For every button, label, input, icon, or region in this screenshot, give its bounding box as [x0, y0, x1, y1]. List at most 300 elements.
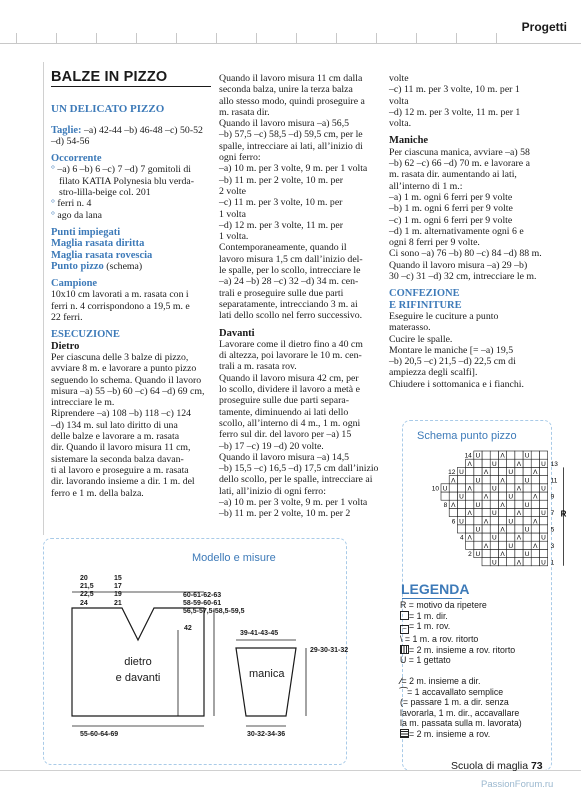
text-line: Eseguire le cuciture a punto	[389, 310, 499, 322]
chart-cell	[498, 508, 506, 516]
chart-symbol: Λ	[516, 559, 522, 567]
chart-cell	[531, 533, 539, 541]
chart-cell	[531, 459, 539, 467]
chart-symbol: Λ	[483, 493, 489, 501]
chart-cell	[531, 484, 539, 492]
text-line: lavoro misura 1,5 cm dall’inizio del-	[219, 253, 363, 265]
chart-cell	[457, 500, 465, 508]
header-tick	[376, 33, 377, 43]
legend-item: = 2 m. insieme a rov.	[400, 729, 550, 740]
chart-cell	[539, 451, 547, 459]
shoulder-dims: 15 17 19 21	[114, 575, 122, 607]
text-line: allo stesso modo, quindi proseguire a	[219, 95, 365, 107]
chart-cell	[507, 508, 515, 516]
chart-row-number: 11	[550, 477, 558, 485]
chart-cell	[515, 525, 523, 533]
text-line: –c) 11 m. per 3 volte, 10 m. per 1	[389, 84, 520, 96]
text-line: –a) 1 m. ogni 6 ferri per 9 volte	[389, 191, 513, 203]
chart-row-number: 2	[468, 551, 472, 559]
chart-row-number: 9	[550, 493, 555, 501]
chart-cell	[507, 476, 515, 484]
chart-cell	[531, 558, 539, 566]
chart-cell	[482, 476, 490, 484]
bottom-width-dim: 55-60-64-69	[80, 731, 119, 738]
chart-symbol: U	[459, 493, 464, 501]
chart-cell	[523, 541, 531, 549]
front-text-continued	[389, 73, 561, 129]
chart-cell	[515, 476, 523, 484]
text-line: Ci sono –a) 76 –b) 80 –c) 84 –d) 88 m.	[389, 248, 542, 260]
chart-cell	[507, 533, 515, 541]
chart-cell	[466, 492, 474, 500]
text-line: Chiudere i sottomanica e i fianchi.	[389, 378, 524, 390]
text-line: intrecciare le m.	[51, 397, 115, 409]
front-title: Davanti	[219, 327, 255, 339]
chart-cell	[515, 492, 523, 500]
chart-cell	[498, 459, 506, 467]
text-line: tamente, diminuendo ai lati dello	[219, 406, 349, 418]
chart-symbol: Λ	[516, 510, 522, 518]
chart-cell	[466, 517, 474, 525]
text-line: –d) 134 m. sul lato diritto di una	[51, 419, 178, 431]
chart-cell	[457, 476, 465, 484]
legend-list	[400, 600, 550, 740]
chart-cell	[498, 541, 506, 549]
text-line: lo scollo, dividere il lavoro a metà e	[219, 384, 360, 396]
chart-symbol: U	[524, 501, 530, 509]
chart-cell	[490, 517, 498, 525]
sizes-line: Taglie: –a) 42-44 –b) 46-48 –c) 50-52	[51, 124, 203, 136]
text-line: –d) 12 m. per 3 volte, 11 m. per	[219, 219, 343, 231]
sleeve-outline	[236, 648, 296, 716]
text-line: seconda balza, unire la terza balza	[219, 84, 353, 96]
chart-symbol: Λ	[533, 469, 538, 477]
chart-cell	[466, 467, 474, 475]
text-line: all’interno di 1 m.:	[389, 180, 463, 192]
sleeve-height-dim: 29-30-31-32	[310, 647, 349, 654]
chart-cell	[498, 558, 506, 566]
total-height-dims: 60-61-62-63 58-59-60-61 56,5-57,5-58,5-59,5	[183, 592, 245, 616]
left-margin-rule	[43, 62, 44, 535]
chart-cell	[531, 500, 539, 508]
text-line: m. rasata dir. aumentando ai lati,	[389, 169, 517, 181]
chart-symbol: Λ	[451, 477, 456, 485]
legend-item: ⁀= 1 accavallato semplice	[400, 686, 504, 697]
chart-cell	[474, 517, 482, 525]
text-line: –d) 1 m. alternativamente ogni 6 e	[389, 225, 524, 237]
chart-cell	[531, 451, 539, 459]
chart-cell	[523, 492, 531, 500]
text-line: –b) 57,5 –c) 58,5 –d) 59,5 cm, per le	[219, 129, 363, 141]
chart-row-number: 4	[459, 534, 464, 542]
chart-cell	[449, 484, 457, 492]
chart-cell	[482, 484, 490, 492]
chart-symbol: Λ	[500, 452, 505, 460]
chart-cell	[515, 451, 523, 459]
chart-cell	[498, 467, 506, 475]
ssk-symbol-icon: ⁀	[400, 686, 408, 697]
header-tick	[216, 33, 217, 43]
chart-cell	[515, 500, 523, 508]
chart-symbol: U	[442, 485, 448, 493]
chart-symbol: U	[508, 469, 514, 477]
legend-underline	[402, 598, 462, 599]
header-tick	[96, 33, 97, 43]
side-dim: 42	[184, 625, 192, 632]
header-tick	[416, 33, 417, 43]
gauge-text: 10x10 cm lavorati a m. rasata con i	[51, 289, 189, 301]
chart-symbol: Λ	[467, 485, 472, 493]
text-line: misura –a) 55 –b) 60 –c) 64 –d) 69 cm,	[51, 385, 205, 397]
gauge-title: Campione	[51, 278, 98, 290]
chart-cell	[474, 492, 482, 500]
chart-cell	[507, 484, 515, 492]
chart-cell	[457, 508, 465, 516]
legend-item: \ = 1 m. a rov. ritorto	[400, 634, 479, 645]
legend-item: – = 1 m. rov.	[400, 621, 550, 634]
purl2tog-tbl-symbol-icon	[400, 645, 409, 654]
header-tick	[136, 33, 137, 43]
text-line: separatamente, intrecciando 3 m. ai	[219, 298, 358, 310]
chart-row-number: 6	[451, 518, 456, 526]
text-line: delle balze e lavorare a m. rasata	[51, 431, 180, 443]
legend-item: (= passare 1 m. a dir. senza	[400, 697, 509, 708]
chart-cell	[539, 525, 547, 533]
sizes-line-2: –d) 54-56	[51, 135, 90, 147]
text-line: Per ciascuna delle 3 balze di pizzo,	[51, 351, 189, 363]
chart-cell	[531, 508, 539, 516]
chart-cell	[539, 500, 547, 508]
neck-dims: 20 21,5 22,5 24	[80, 575, 94, 607]
chart-cell	[515, 517, 523, 525]
chart-cell	[474, 484, 482, 492]
chart-symbol: Λ	[516, 534, 522, 542]
stitch-item: Punto pizzo (schema)	[51, 260, 143, 272]
chart-symbol: Λ	[533, 518, 538, 526]
chart-symbol: Λ	[467, 460, 472, 468]
text-line: Contemporaneamente, quando il	[219, 242, 347, 254]
text-line: volta.	[389, 118, 412, 130]
back-title: Dietro	[51, 340, 80, 352]
chart-cell	[457, 525, 465, 533]
chart-cell	[466, 476, 474, 484]
chart-cell	[539, 517, 547, 525]
chart-symbol: U	[541, 510, 546, 518]
chart-cell	[490, 549, 498, 557]
footer-magazine: Scuola di maglia 73	[451, 760, 543, 772]
purl-symbol-icon: –	[400, 625, 409, 634]
text-line: Quando il lavoro misura –a) 14,5	[219, 451, 350, 463]
chart-row-number: 12	[448, 469, 456, 477]
chart-cell	[507, 500, 515, 508]
chart-symbol: U	[475, 477, 481, 485]
chart-cell	[474, 459, 482, 467]
chart-symbol: Λ	[451, 501, 456, 509]
chart-cell	[539, 541, 547, 549]
text-line: Quando il lavoro misura 42 cm, per	[219, 372, 359, 384]
chart-symbol: Λ	[500, 477, 505, 485]
page-header	[0, 0, 581, 62]
chart-cell	[482, 525, 490, 533]
text-line: –b) 15,5 –c) 16,5 –d) 17,5 cm dall’inizio	[219, 463, 379, 475]
article-subtitle: UN DELICATO PIZZO	[51, 103, 165, 116]
chart-symbol: U	[541, 534, 546, 542]
text-line: volte	[389, 73, 409, 84]
execution-title: ESECUZIONE	[51, 329, 120, 341]
gauge-text: ferri n. 4 corrispondono a 19,5 m. e	[51, 300, 190, 312]
text-line: –b) 11 m. per 2 volte, 10 m. per 2	[219, 508, 351, 520]
k2tog-symbol-icon: ⁄	[400, 675, 402, 686]
text-line: scollo, all’interno di 4 m., 1 m. ogni	[219, 417, 361, 429]
chart-symbol: U	[524, 526, 530, 534]
header-tick	[16, 33, 17, 43]
chart-cell	[482, 459, 490, 467]
materials-item: ° ago da lana	[51, 209, 102, 221]
chart-row-number: 14	[464, 452, 472, 460]
chart-symbol: U	[459, 469, 464, 477]
legend-item: = 2 m. insieme a rov. ritorto	[400, 645, 550, 656]
chart-symbol: U	[508, 493, 514, 501]
chart-cell	[457, 484, 465, 492]
chart-cell	[523, 558, 531, 566]
text-line: trali e proseguire sulle due parti	[219, 287, 344, 299]
chart-cell	[441, 492, 449, 500]
text-line: le spalle, per lo scollo, intrecciare le	[219, 265, 361, 277]
chart-cell	[523, 508, 531, 516]
sleeves-text	[389, 147, 561, 283]
sleeve-top-dim: 39-41-43-45	[240, 630, 279, 637]
chart-row-number: 1	[550, 559, 555, 567]
text-line: ti al lavoro e proseguire a m. rasata	[51, 464, 189, 476]
header-tick	[56, 33, 57, 43]
chart-symbol: U	[524, 477, 530, 485]
text-line: spalle, intrecciare ai lati, all’inizio di	[219, 140, 363, 152]
chart-symbol: U	[541, 460, 546, 468]
chart-symbol: Λ	[516, 460, 522, 468]
chart-cell	[482, 549, 490, 557]
text-line: –b) 1 m. ogni 6 ferri per 9 volte	[389, 203, 513, 215]
text-line: m. rasata dir.	[219, 106, 270, 118]
chart-cell	[482, 533, 490, 541]
text-line: dir. lavorando insieme a dir. 1 m. del	[51, 476, 195, 488]
chart-symbol: U	[491, 534, 497, 542]
column-3	[389, 73, 561, 390]
chart-cell	[482, 451, 490, 459]
chart-cell	[531, 476, 539, 484]
legend-item: lavorarla, 1 m. dir., accavallare	[400, 707, 520, 718]
text-line: dello scollo, per le spalle, intrecciare ai	[219, 474, 373, 486]
materials-item: filato KATIA Polynesia blu verda-	[59, 175, 194, 187]
text-line: lati, all’inizio di ogni ferro:	[219, 485, 326, 497]
chart-symbol: Λ	[483, 518, 489, 526]
text-line: volta	[389, 95, 409, 107]
chart-symbol: Λ	[533, 493, 538, 501]
chart-cell	[498, 517, 506, 525]
legend-item: R = motivo da ripetere	[400, 600, 487, 610]
chart-symbol: U	[541, 485, 546, 493]
chart-cell	[523, 459, 531, 467]
chart-cell	[490, 500, 498, 508]
text-line: dir. Quando il lavoro misura 11 cm,	[51, 442, 191, 454]
text-line: sistemare la seconda balza davan-	[51, 453, 184, 465]
chart-cell	[490, 541, 498, 549]
chart-cell	[515, 467, 523, 475]
text-line: 1 volta.	[219, 231, 249, 243]
chart-cell	[539, 467, 547, 475]
chart-symbol: U	[491, 485, 497, 493]
text-line: ogni ferro:	[219, 152, 261, 164]
p2tog-symbol-icon	[400, 729, 409, 738]
legend-title: LEGENDA	[401, 581, 470, 597]
chart-cell	[531, 549, 539, 557]
text-line: ferro sul dir. del lavoro per –a) 15	[219, 429, 352, 441]
text-line: trali a m. rasata rov.	[219, 361, 297, 373]
article-title: BALZE IN PIZZO	[51, 69, 168, 85]
chart-symbol: U	[475, 452, 481, 460]
text-line: Riprendere –a) 108 –b) 118 –c) 124	[51, 408, 192, 420]
chart-cell	[531, 525, 539, 533]
chart-cell	[498, 484, 506, 492]
chart-cell	[498, 533, 506, 541]
chart-cell	[539, 549, 547, 557]
chart-cell	[507, 549, 515, 557]
header-tick	[176, 33, 177, 43]
watermark: PassionForum.ru	[481, 779, 554, 790]
text-line: lati dello scollo nel ferro successivo.	[219, 310, 363, 322]
text-line: –d) 12 m. per 3 volte, 11 m. per 1	[389, 106, 521, 118]
chart-symbol: Λ	[467, 534, 472, 542]
text-line: Cucire le spalle.	[389, 333, 453, 345]
stitch-item: Maglia rasata diritta	[51, 238, 145, 250]
chart-row-number: 13	[550, 460, 558, 468]
chart-cell	[539, 492, 547, 500]
text-line: Montare le maniche [= –a) 19,5	[389, 344, 514, 356]
text-line: –b) 20,5 –c) 21,5 –d) 22,5 cm di	[389, 356, 516, 368]
materials-item: ° –a) 6 –b) 6 –c) 7 –d) 7 gomitoli di	[51, 164, 191, 176]
chart-symbol: Λ	[500, 501, 505, 509]
front-text	[219, 339, 387, 520]
column-1	[51, 69, 214, 499]
chart-cell	[466, 541, 474, 549]
chart-cell	[490, 525, 498, 533]
chart-symbol: U	[475, 501, 481, 509]
header-tick	[256, 33, 257, 43]
chart-cell	[507, 451, 515, 459]
chart-symbol: U	[475, 526, 481, 534]
chart-row-number: 5	[550, 526, 555, 534]
text-line: Quando il lavoro misura –a) 56,5	[219, 118, 350, 130]
schematic-title: Modello e misure	[192, 552, 276, 564]
header-tick	[296, 33, 297, 43]
stitches-title: Punti impiegati	[51, 226, 121, 238]
text-line: Quando il lavoro misura 11 cm dalla	[219, 73, 363, 84]
chart-symbol: U	[508, 542, 514, 550]
sleeve-bottom-dim: 30-32-34-36	[247, 731, 286, 738]
text-line: –c) 11 m. per 3 volte, 10 m. per	[219, 197, 343, 209]
finishing-title: CONFEZIONE	[389, 288, 460, 300]
chart-cell	[539, 476, 547, 484]
chart-symbol: Λ	[533, 542, 538, 550]
chart-symbol: Λ	[467, 510, 472, 518]
chart-cell	[449, 508, 457, 516]
chart-symbol: U	[491, 510, 497, 518]
text-line: –b) 17 –c) 19 –d) 20 volte.	[219, 440, 324, 452]
header-tick	[456, 33, 457, 43]
chart-symbol: U	[524, 452, 530, 460]
header-tick	[496, 33, 497, 43]
knit-symbol-icon	[400, 611, 409, 620]
text-line: ferro e 1 m. della balza.	[51, 487, 144, 499]
chart-cell	[466, 500, 474, 508]
finishing-title-2: E RIFINITURE	[389, 299, 462, 311]
chart-cell	[490, 451, 498, 459]
chart-cell	[523, 484, 531, 492]
text-line: seguendo lo schema. Quando il lavoro	[51, 374, 202, 386]
chart-cell	[482, 508, 490, 516]
text-line: Per ciascuna manica, avviare –a) 58	[389, 146, 530, 158]
text-line: di altezza, poi lavorare le 10 m. cen-	[219, 350, 362, 362]
text-line: –c) 1 m. ogni 6 ferri per 9 volte	[389, 214, 513, 226]
back-text	[51, 352, 214, 499]
chart-cell	[507, 459, 515, 467]
chart-row-number: 8	[443, 501, 448, 509]
materials-title: Occorrente	[51, 153, 102, 165]
text-line: ampiezza degli scalfi].	[389, 367, 478, 379]
legend-item: ⁄= 2 m. insieme a dir.	[400, 675, 481, 686]
gauge-text: 22 ferri.	[51, 312, 83, 324]
chart-cell	[490, 467, 498, 475]
text-line: –a) 24 –b) 28 –c) 32 –d) 34 m. cen-	[219, 276, 359, 288]
text-line: –a) 10 m. per 3 volte, 9 m. per 1 volta	[219, 163, 368, 175]
chart-symbol: U	[491, 559, 497, 567]
chart-symbol: U	[459, 518, 464, 526]
stitch-item: Maglia rasata rovescia	[51, 249, 153, 261]
chart-cell	[449, 492, 457, 500]
chart-row-number: 10	[431, 485, 439, 493]
chart-row-number: 3	[550, 542, 555, 550]
chart-cell	[482, 558, 490, 566]
back-text-continued	[219, 73, 387, 322]
stitch-chart	[405, 448, 567, 578]
legend-item: la m. passata sulla m. lavorata)	[400, 718, 522, 729]
chart-symbol: U	[491, 460, 497, 468]
chart-symbol: U	[508, 518, 514, 526]
materials-item: stro-lilla-beige col. 201	[59, 187, 151, 199]
chart-cell	[507, 525, 515, 533]
chart-title: Schema punto pizzo	[417, 430, 517, 442]
text-line: materasso.	[389, 322, 431, 334]
text-line: avviare 8 m. e lavorare a punto pizzo	[51, 363, 197, 375]
repeat-label: R	[560, 509, 567, 519]
chart-symbol: Λ	[516, 485, 522, 493]
column-2	[219, 73, 387, 520]
chart-symbol: Λ	[500, 551, 505, 559]
chart-cell	[515, 541, 523, 549]
header-tick	[336, 33, 337, 43]
chart-symbol: Λ	[500, 526, 505, 534]
chart-symbol: U	[524, 551, 530, 559]
section-title: Progetti	[521, 20, 567, 34]
chart-cell	[474, 467, 482, 475]
text-line: 30 –c) 31 –d) 32 cm, intrecciare le m.	[389, 271, 537, 283]
legend-item: U = 1 gettato	[400, 655, 451, 666]
chart-cell	[523, 533, 531, 541]
text-line: ogni 8 ferri per 9 volte.	[389, 237, 480, 249]
chart-cell	[523, 467, 531, 475]
body-label: dietro e davanti	[115, 656, 161, 684]
chart-symbol: U	[541, 559, 546, 567]
sleeve-label: manica	[249, 668, 285, 680]
